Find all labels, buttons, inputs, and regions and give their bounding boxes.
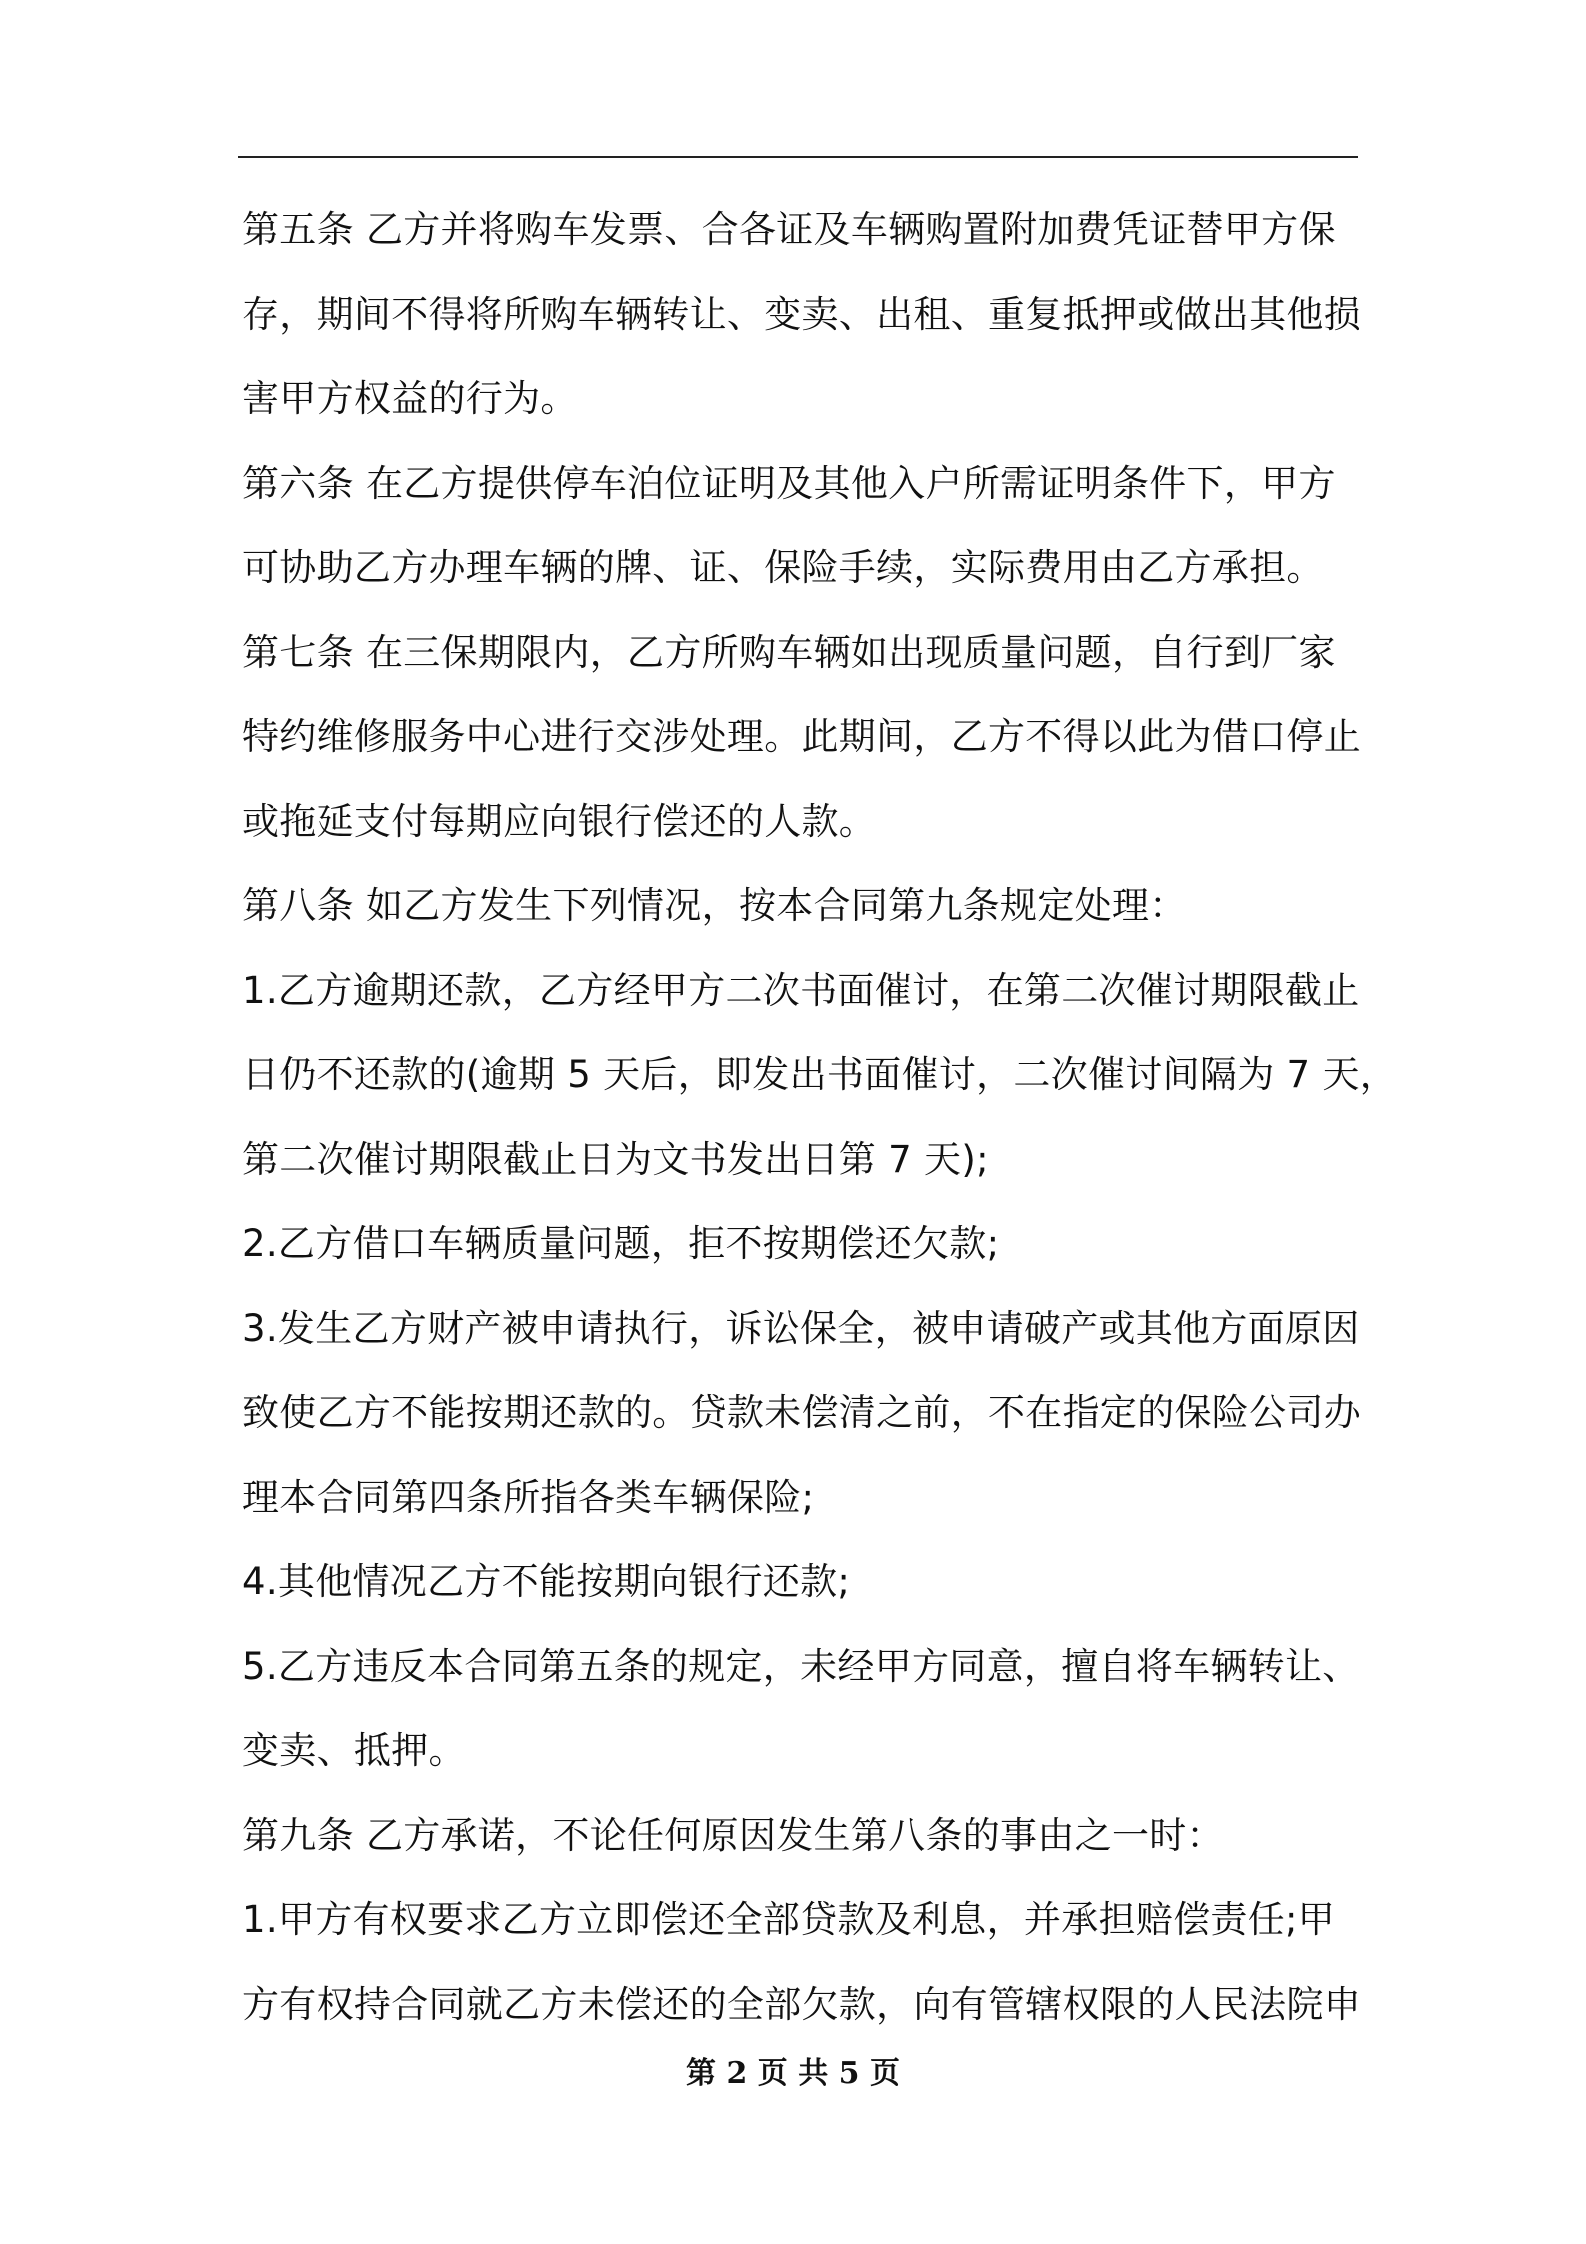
text-line: 可协助乙方办理车辆的牌、证、保险手续，实际费用由乙方承担。 (242, 546, 1324, 589)
text-line: 4.其他情况乙方不能按期向银行还款; (242, 1560, 851, 1603)
text-line: 或拖延支付每期应向银行偿还的人款。 (242, 799, 877, 843)
text-line: 第五条 乙方并将购车发票、合各证及车辆购置附加费凭证替甲方保 (242, 208, 1336, 251)
text-line: 第八条 如乙方发生下列情况，按本合同第九条规定处理： (242, 884, 1187, 927)
text-line: 第九条 乙方承诺，不论任何原因发生第八条的事由之一时： (242, 1813, 1224, 1857)
text-line: 害甲方权益的行为。 (242, 377, 578, 420)
text-line: 2.乙方借口车辆质量问题，拒不按期偿还欠款; (242, 1222, 1000, 1265)
text-line: 变卖、抵押。 (242, 1729, 466, 1772)
page-number-footer: 第 2 页 共 5 页 (686, 2056, 900, 2091)
text-line: 1.乙方逾期还款，乙方经甲方二次书面催讨，在第二次催讨期限截止 (242, 968, 1360, 1012)
text-line: 特约维修服务中心进行交涉处理。此期间，乙方不得以此为借口停止 (242, 715, 1361, 758)
text-line: 第七条 在三保期限内，乙方所购车辆如出现质量问题，自行到厂家 (242, 630, 1336, 674)
text-line: 致使乙方不能按期还款的。贷款未偿清之前，不在指定的保险公司办 (242, 1391, 1361, 1434)
text-line: 理本合同第四条所指各类车辆保险; (242, 1475, 815, 1519)
text-line: 第二次催讨期限截止日为文书发出日第 7 天); (242, 1137, 989, 1181)
text-line: 3.发生乙方财产被申请执行，诉讼保全，被申请破产或其他方面原因 (242, 1306, 1360, 1350)
header-rule (238, 156, 1358, 158)
text-line: 日仍不还款的(逾期 5 天后，即发出书面催讨，二次催讨间隔为 7 天， (242, 1053, 1398, 1096)
text-line: 5.乙方违反本合同第五条的规定，未经甲方同意，擅自将车辆转让、 (242, 1644, 1360, 1688)
text-line: 1.甲方有权要求乙方立即偿还全部贷款及利息，并承担赔偿责任;甲 (242, 1898, 1336, 1941)
document-body (242, 188, 1398, 2047)
text-line: 第六条 在乙方提供停车泊位证明及其他入户所需证明条件下，甲方 (242, 461, 1336, 505)
text-line: 存，期间不得将所购车辆转让、变卖、出租、重复抵押或做出其他损 (242, 292, 1361, 336)
text-line: 方有权持合同就乙方未偿还的全部欠款，向有管辖权限的人民法院申 (242, 1982, 1361, 2026)
